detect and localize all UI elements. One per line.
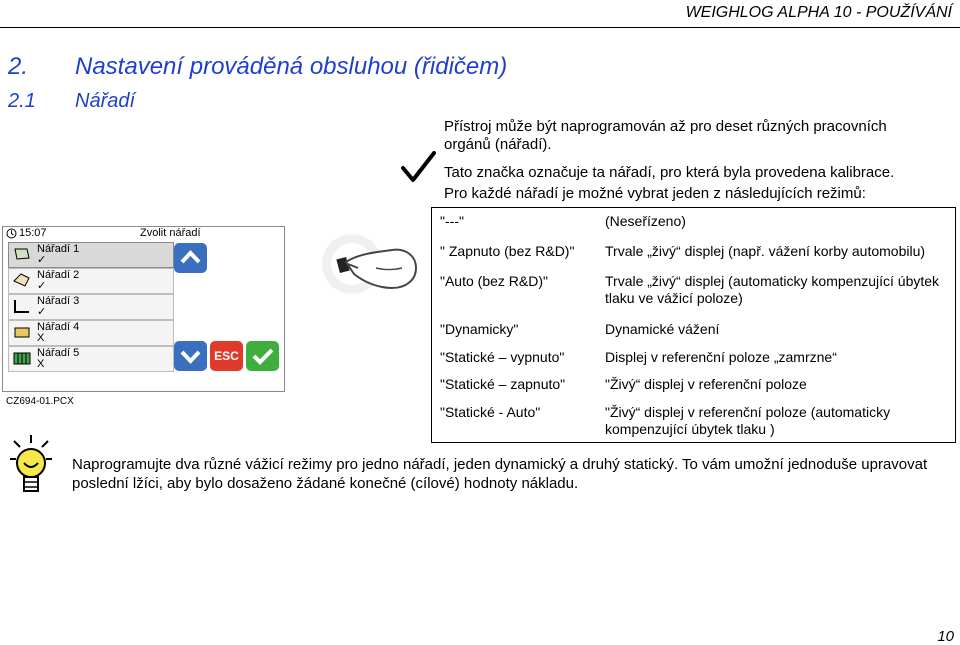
esc-button[interactable]: ESC (210, 341, 243, 371)
arrow-down-icon (174, 341, 207, 371)
mode-description: Trvale „živý“ displej (např. vážení korby automobilu) (605, 243, 926, 259)
subsection-number: 2.1 (8, 90, 36, 112)
check-icon (246, 341, 279, 371)
tool-status: X (37, 332, 45, 344)
screen-time: 15:07 (19, 227, 47, 239)
device-screen (2, 226, 285, 392)
intro-line-2: orgánů (nářadí). (444, 136, 552, 153)
header-rule (0, 27, 960, 28)
mode-description: (Neseřízeno) (605, 213, 686, 229)
mode-row (432, 401, 955, 442)
mode-description: Dynamické vážení (605, 321, 720, 337)
mode-row (432, 373, 955, 401)
calibration-check-icon (400, 150, 436, 184)
mode-name: "---" (440, 213, 464, 229)
tool-name: Nářadí 1 (37, 243, 80, 255)
section-number: 2. (8, 53, 29, 80)
clock-icon (6, 228, 17, 239)
tool-status: X (37, 358, 45, 370)
mode-name: "Auto (bez R&D)" (440, 273, 548, 289)
mode-row (432, 346, 955, 373)
mode-description: "Živý“ displej v referenční poloze (605, 376, 807, 392)
tool-row-1[interactable] (8, 242, 174, 268)
finger-press-icon (318, 228, 422, 302)
mode-name: "Statické – zapnuto" (440, 376, 566, 392)
mode-description: Displej v referenční poloze „zamrzne“ (605, 349, 837, 365)
screen-title: Zvolit nářadí (140, 227, 201, 239)
mode-row (432, 317, 955, 346)
tool-row-5[interactable] (8, 346, 174, 372)
tool-row-3[interactable] (8, 294, 174, 320)
figure-caption: CZ694-01.PCX (6, 396, 74, 407)
scroll-up-button[interactable] (174, 243, 207, 273)
bucket-icon (13, 246, 31, 262)
tip-text: Naprogramujte dva různé vážicí režimy pro jedno nářadí, jeden dynamický a druhý statický. To vám umožní jednoduše upravovat poslední lžíci, aby bylo dosaženo žádané konečné (cílové) hodnoty nákladu. (72, 456, 928, 492)
section-title: Nastavení prováděná obsluhou (řidičem) (75, 53, 508, 80)
tool-name: Nářadí 3 (37, 295, 80, 307)
mode-description: Trvale „živý“ displej (automaticky kompenzující úbytek tlaku ve vážicí poloze) (605, 273, 940, 306)
tool-status: ✓ (37, 306, 47, 318)
lightbulb-tip-icon (8, 433, 54, 497)
scroll-down-button[interactable] (174, 341, 207, 371)
tool-status: ✓ (37, 280, 47, 292)
confirm-button[interactable] (246, 341, 279, 371)
tool-row-4[interactable] (8, 320, 174, 346)
screen-topbar (3, 227, 284, 241)
tool-name: Nářadí 4 (37, 321, 80, 333)
mode-row (432, 208, 955, 239)
bale-icon (13, 324, 31, 340)
fork-icon (13, 298, 31, 314)
mode-name: " Zapnuto (bez R&D)" (440, 243, 575, 259)
intro-line-4: Pro každé nářadí je možné vybrat jeden z následujících režimů: (444, 185, 866, 202)
intro-line-3: Tato značka označuje ta nářadí, pro která byla provedena kalibrace. (444, 164, 895, 181)
crate-icon (13, 350, 31, 366)
mode-row (432, 239, 955, 269)
tool-name: Nářadí 2 (37, 269, 80, 281)
mode-row (432, 269, 955, 317)
mode-name: "Statické - Auto" (440, 404, 541, 420)
modes-table (431, 207, 956, 443)
bucket-icon (13, 272, 31, 288)
mode-name: "Statické – vypnuto" (440, 349, 565, 365)
document-header: WEIGHLOG ALPHA 10 - POUŽÍVÁNÍ (685, 4, 952, 21)
tool-status: ✓ (37, 254, 47, 266)
page-number: 10 (937, 628, 954, 645)
mode-description: "Živý“ displej v referenční poloze (automaticky kompenzující úbytek tlaku ) (605, 404, 891, 437)
arrow-up-icon (174, 243, 207, 273)
subsection-title: Nářadí (75, 90, 136, 112)
tool-row-2[interactable] (8, 268, 174, 294)
tool-name: Nářadí 5 (37, 347, 80, 359)
intro-line-1: Přístroj může být naprogramován až pro deset různých pracovních (444, 118, 887, 135)
mode-name: "Dynamicky" (440, 321, 519, 337)
